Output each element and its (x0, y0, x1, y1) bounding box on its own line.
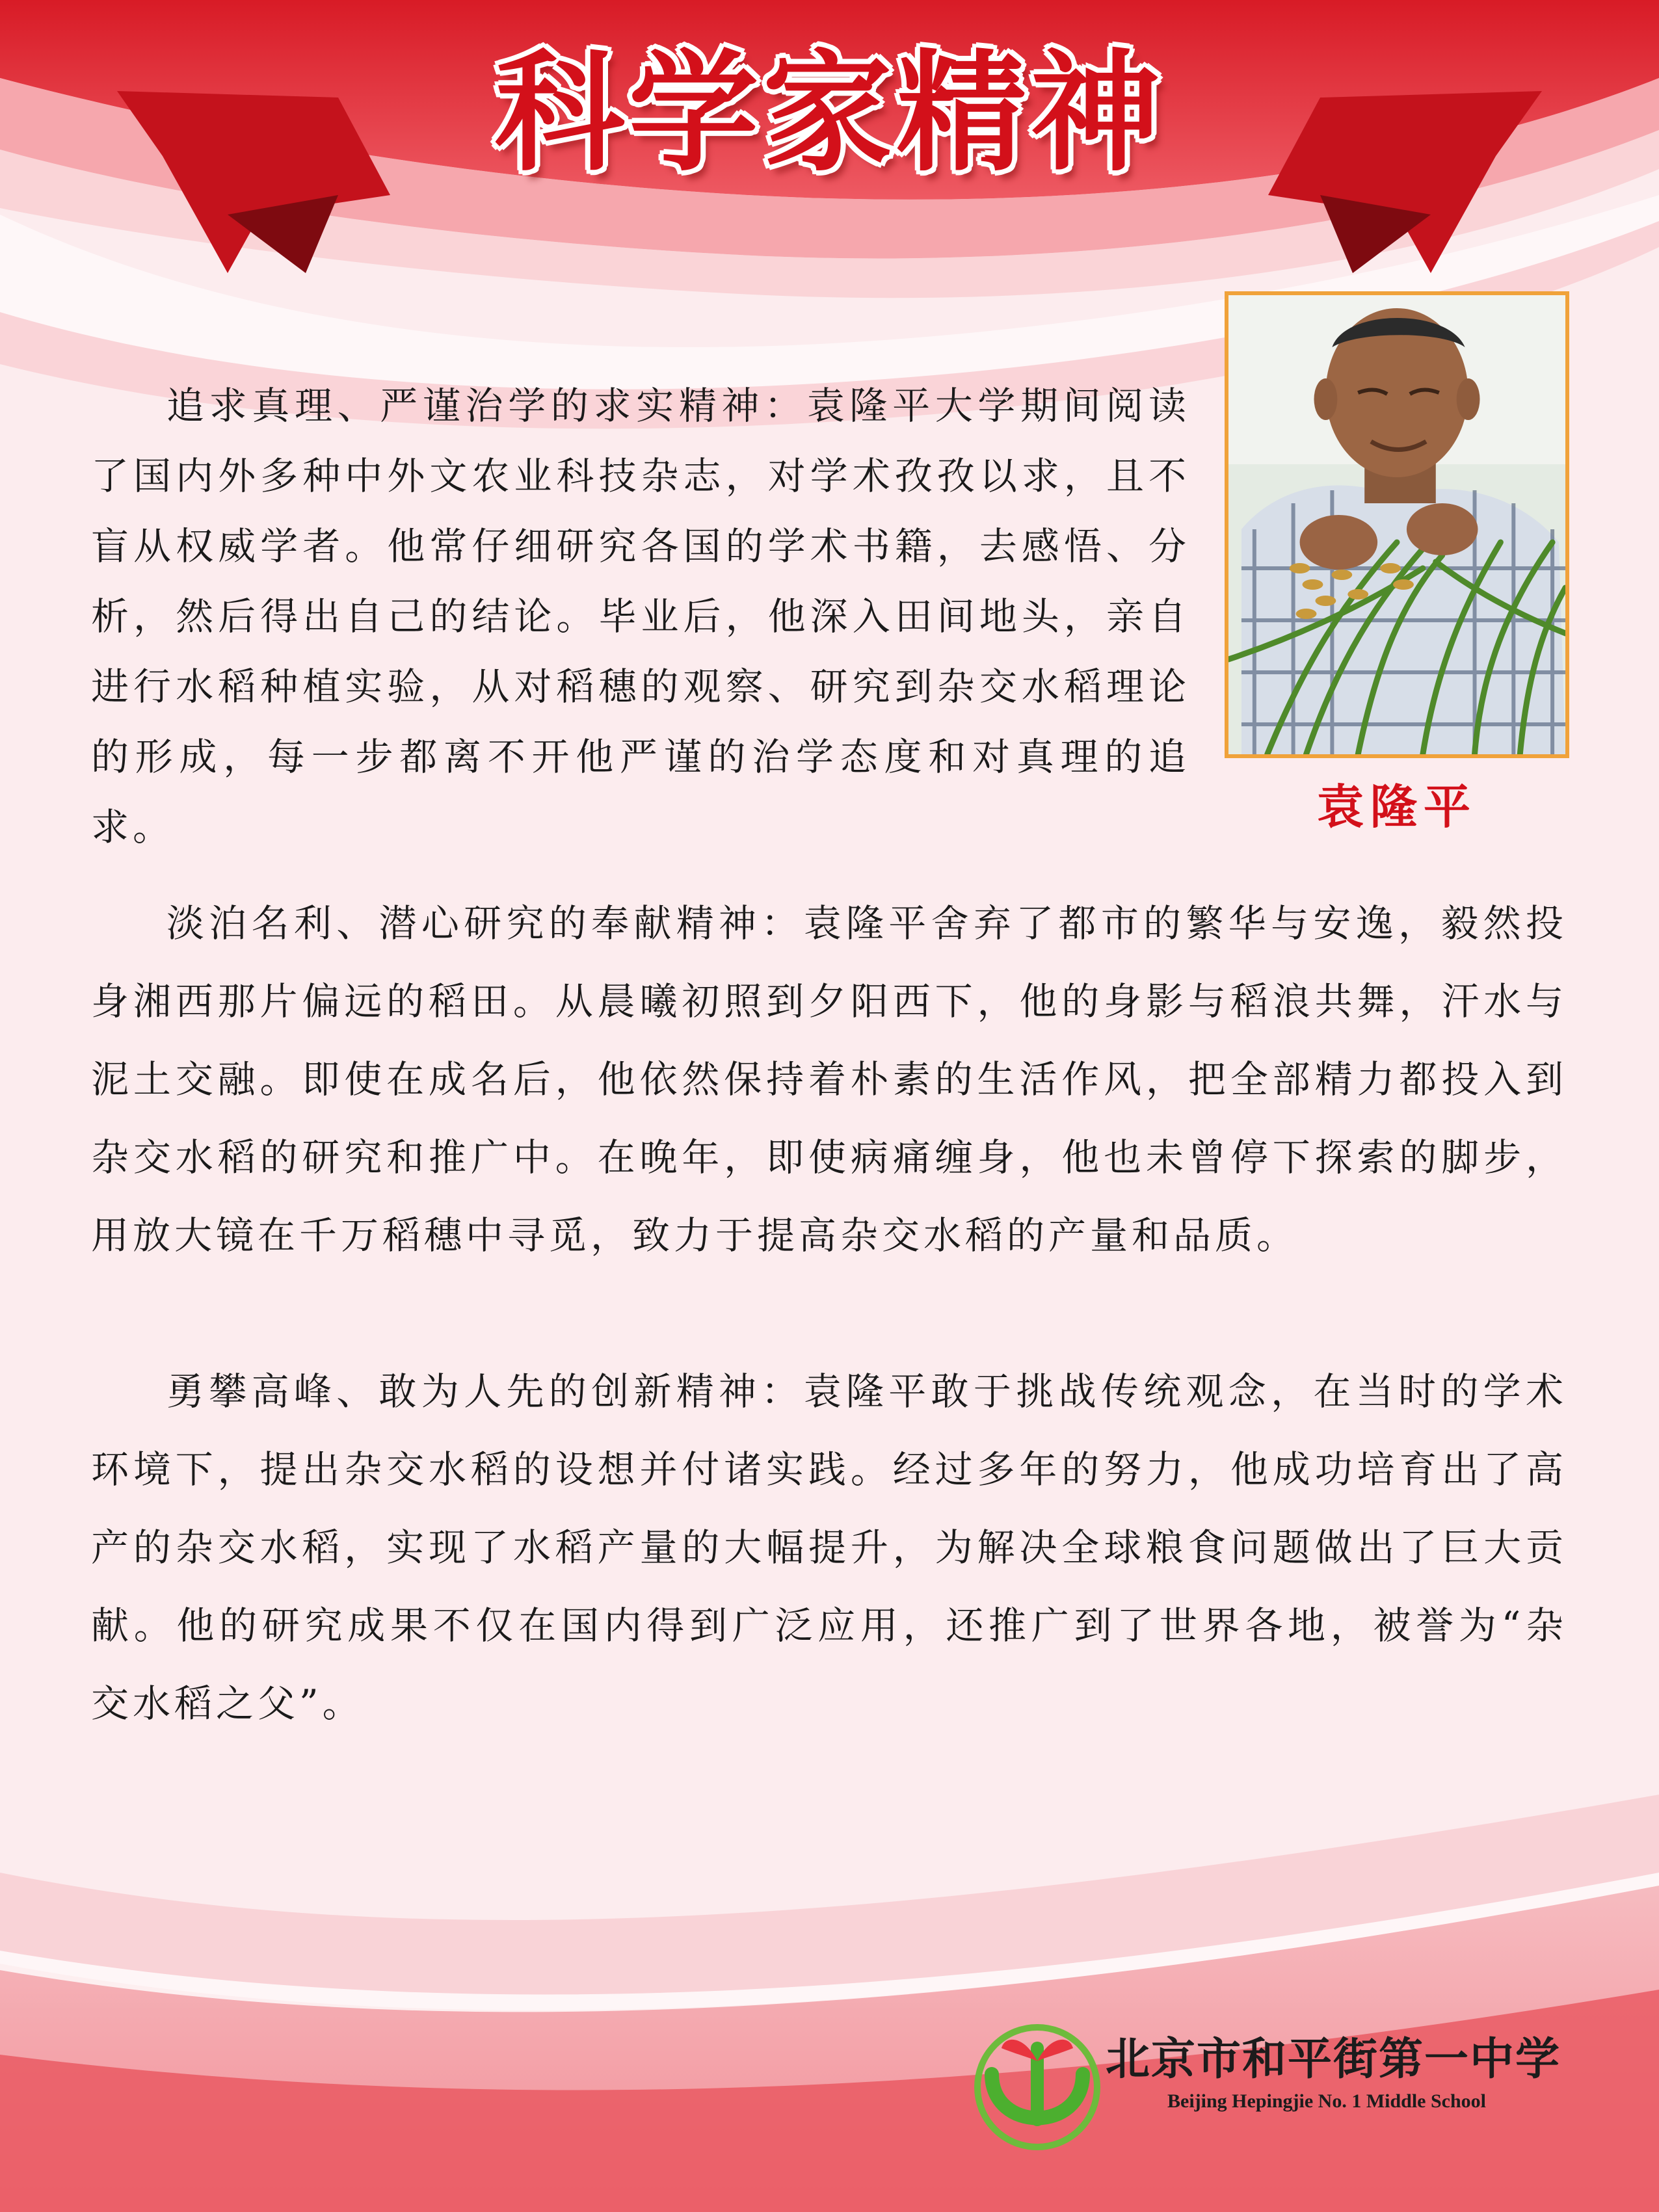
paragraph-innovation: 勇攀高峰、敢为人先的创新精神：袁隆平敢于挑战传统观念，在当时的学术环境下，提出杂交水稻的设想并付诸实践。经过多年的努力，他成功培育出了高产的杂交水稻，实现了水稻产量的大幅提升，为解决全球粮食问题做出了巨大贡献。他的研究成果不仅在国内得到广泛应用，还推广到了世界各地，被誉为“杂交水稻之父”。 (91, 1369, 1567, 1726)
portrait-caption: 袁隆平 (1316, 780, 1477, 834)
portrait-photo (1225, 291, 1569, 758)
portrait-illustration (1228, 295, 1565, 754)
paragraph-truth-seeking: 追求真理、严谨治学的求实精神：袁隆平大学期间阅读了国内外多种中外文农业科技杂志，对学术孜孜以求，且不盲从权威学者。他常仔细研究各国的学术书籍，去感悟、分析，然后得出自己的结论。毕业后，他深入田间地头，亲自进行水稻种植实验，从对稻穗的观察、研究到杂交水稻理论的形成，每一步都离不开他严谨的治学态度和对真理的追求。 (91, 384, 1190, 849)
paragraph-dedication: 淡泊名利、潜心研究的奉献精神：袁隆平舍弃了都市的繁华与安逸，毅然投身湘西那片偏远的稻田。从晨曦初照到夕阳西下，他的身影与稻浪共舞，汗水与泥土交融。即使在成名后，他依然保持着朴素的生活作风，把全部精力都投入到杂交水稻的研究和推广中。在晚年，即使病痛缠身，他也未曾停下探索的脚步，用放大镜在千万稻穗中寻觅，致力于提高杂交水稻的产量和品质。 (91, 901, 1567, 1257)
school-name-english: Beijing Hepingjie No. 1 Middle School (1167, 2090, 1487, 2112)
school-name-chinese: 北京市和平街第一中学 (1106, 2034, 1561, 2085)
school-logo (972, 2022, 1102, 2152)
poster-title: 科学家精神 (494, 38, 1165, 189)
